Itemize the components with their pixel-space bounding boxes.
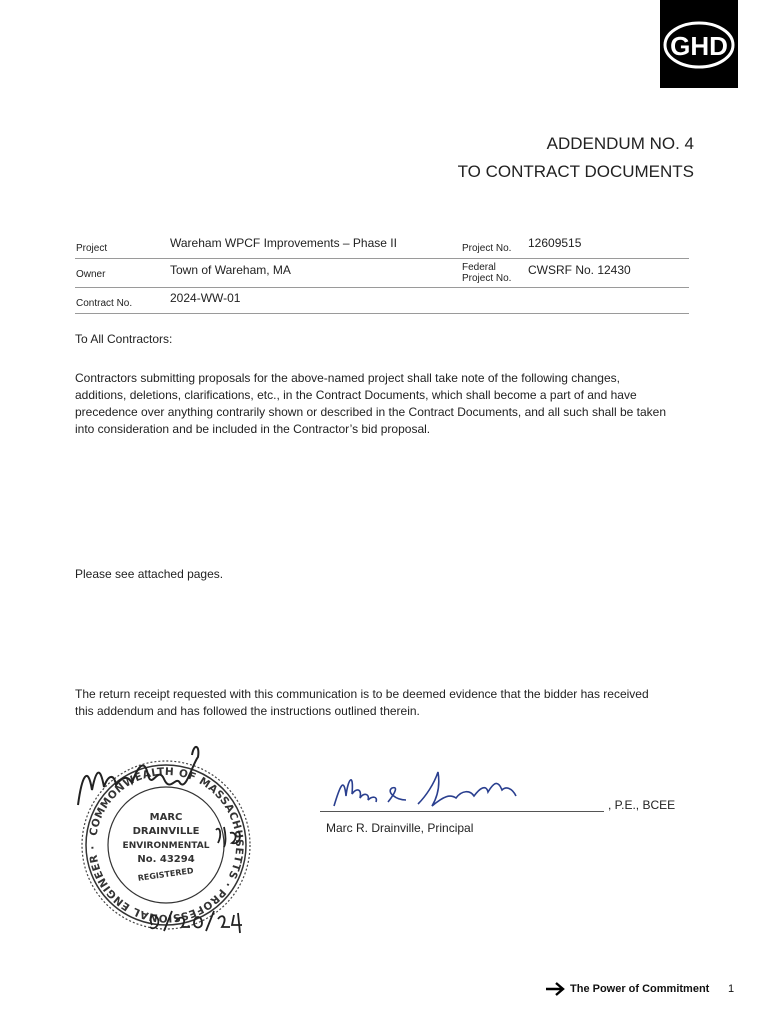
paragraph-line: Contractors submitting proposals for the above-named project shall take note of the following changes, xyxy=(75,371,620,385)
paragraph-line: precedence over anything contrarily shown or described in the Contract Documents, and all such shall be taken xyxy=(75,405,666,419)
engineer-seal xyxy=(66,735,266,940)
logo-text: GHD xyxy=(670,31,728,61)
company-logo xyxy=(660,0,738,88)
contract-label: Contract No. xyxy=(76,298,133,309)
svg-text:ENVIRONMENTAL: ENVIRONMENTAL xyxy=(122,841,210,851)
addendum-title: ADDENDUM NO. 4 xyxy=(546,134,694,153)
signer-name-title: Marc R. Drainville, Principal xyxy=(326,821,474,835)
arrow-icon xyxy=(545,981,565,1002)
receipt-paragraph xyxy=(75,686,715,720)
table-rule xyxy=(75,313,689,314)
paragraph-line: additions, deletions, clarifications, etc., in the Contract Documents, which shall become a part of and have xyxy=(75,388,637,402)
table-rule xyxy=(75,287,689,288)
svg-text:REGISTERED: REGISTERED xyxy=(137,866,195,883)
federal-value: CWSRF No. 12430 xyxy=(528,263,631,277)
federal-label-line2: Project No. xyxy=(462,273,512,284)
project-no-label: Project No. xyxy=(462,243,512,254)
instructions-paragraph xyxy=(75,370,715,438)
svg-text:No. 43294: No. 43294 xyxy=(137,854,195,865)
salutation: To All Contractors: xyxy=(75,332,173,346)
owner-value: Town of Wareham, MA xyxy=(170,263,291,277)
svg-text:COMMONWEALTH OF MASSACHUSETTS: COMMONWEALTH OF MASSACHUSETTS · PROFESSIONAL ENGINEER · xyxy=(86,765,246,925)
table-rule xyxy=(75,258,689,259)
owner-label: Owner xyxy=(76,269,106,280)
signature-image xyxy=(326,766,526,816)
contract-value: 2024-WW-01 xyxy=(170,291,241,305)
footer-tagline: The Power of Commitment xyxy=(570,983,710,995)
signature-credentials: , P.E., BCEE xyxy=(608,798,676,812)
project-no-value: 12609515 xyxy=(528,236,582,250)
paragraph-line: this addendum and has followed the instructions outlined therein. xyxy=(75,704,420,718)
project-label: Project xyxy=(76,243,108,254)
federal-label-line1: Federal xyxy=(462,262,496,273)
project-value: Wareham WPCF Improvements – Phase II xyxy=(170,236,397,250)
paragraph-line: into consideration and be included in the Contractor’s bid proposal. xyxy=(75,422,431,436)
page-number: 1 xyxy=(728,983,735,995)
paragraph-line: The return receipt requested with this communication is to be deemed evidence that the bidder has received xyxy=(75,687,649,701)
svg-text:DRAINVILLE: DRAINVILLE xyxy=(132,826,200,837)
svg-text:MARC: MARC xyxy=(149,812,183,823)
signature-line xyxy=(320,811,604,812)
addendum-subtitle: TO CONTRACT DOCUMENTS xyxy=(457,162,694,181)
attached-note: Please see attached pages. xyxy=(75,567,224,581)
